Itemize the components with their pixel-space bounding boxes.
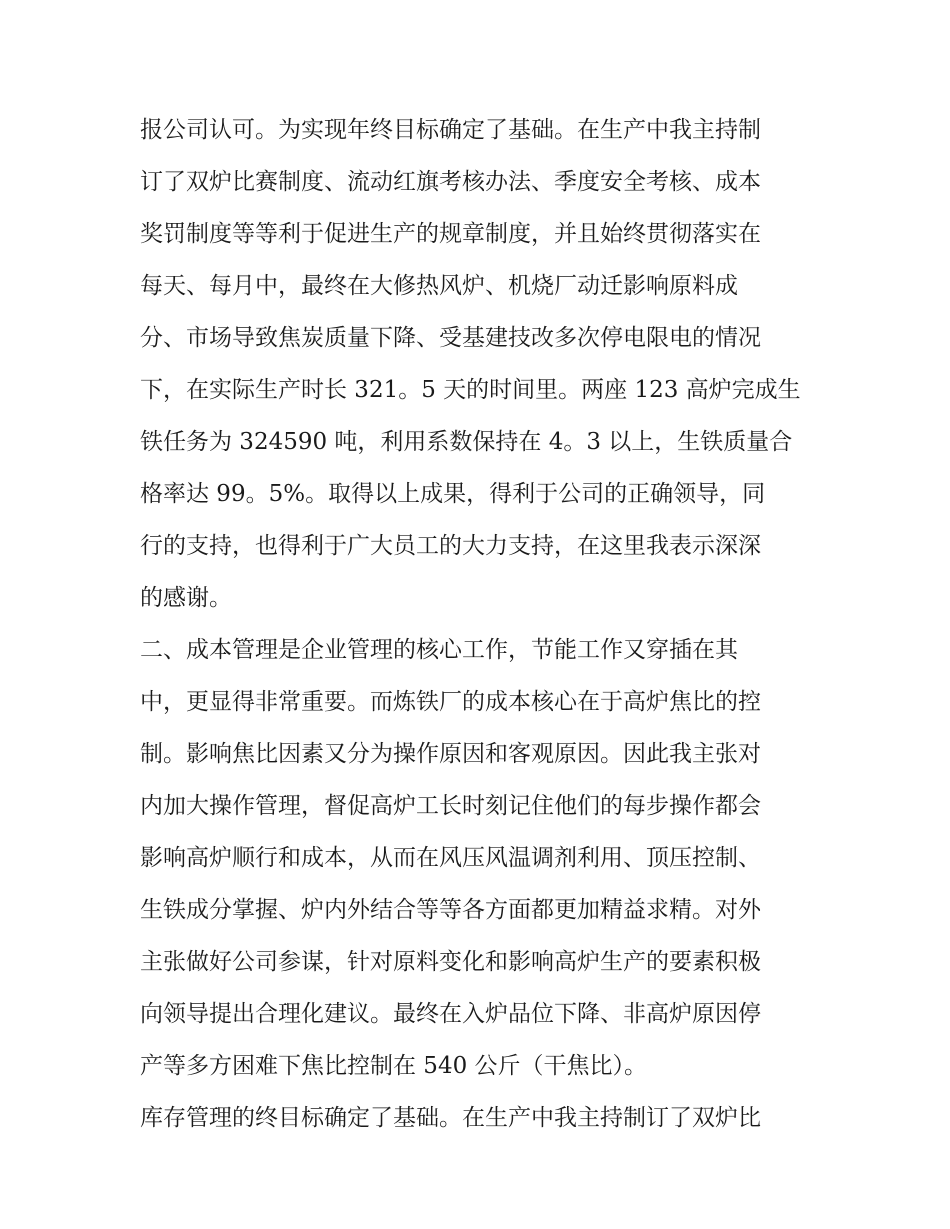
text-line: 分、市场导致焦炭质量下降、受基建技改多次停电限电的情况 bbox=[140, 325, 761, 351]
text-line: 每天、每月中，最终在大修热风炉、机烧厂动迁影响原料成 bbox=[140, 273, 738, 299]
text-line: 内加大操作管理，督促高炉工长时刻记住他们的每步操作都会 bbox=[140, 793, 761, 819]
text-line: 行的支持，也得利于广大员工的大力支持，在这里我表示深深 bbox=[140, 533, 761, 559]
text-line: 库存管理的终目标确定了基础。在生产中我主持制订了双炉比 bbox=[140, 1105, 761, 1131]
text-line: 主张做好公司参谋，针对原料变化和影响高炉生产的要素积极 bbox=[140, 949, 761, 975]
text-line: 二、成本管理是企业管理的核心工作，节能工作又穿插在其 bbox=[140, 637, 738, 663]
text-line: 报公司认可。为实现年终目标确定了基础。在生产中我主持制 bbox=[140, 117, 761, 143]
body-text bbox=[140, 104, 820, 1144]
text-line: 制。影响焦比因素又分为操作原因和客观原因。因此我主张对 bbox=[140, 741, 761, 767]
text-line: 铁任务为 324590 吨，利用系数保持在 4。3 以上，生铁质量合 bbox=[140, 429, 793, 455]
text-line: 格率达 99。5%。取得以上成果，得利于公司的正确领导，同 bbox=[140, 481, 766, 507]
text-line: 生铁成分掌握、炉内外结合等等各方面都更加精益求精。对外 bbox=[140, 897, 761, 923]
text-line: 奖罚制度等等利于促进生产的规章制度，并且始终贯彻落实在 bbox=[140, 221, 761, 247]
text-line: 订了双炉比赛制度、流动红旗考核办法、季度安全考核、成本 bbox=[140, 169, 761, 195]
text-line: 的感谢。 bbox=[140, 585, 232, 611]
text-line: 中，更显得非常重要。而炼铁厂的成本核心在于高炉焦比的控 bbox=[140, 689, 761, 715]
text-line: 向领导提出合理化建议。最终在入炉品位下降、非高炉原因停 bbox=[140, 1001, 761, 1027]
text-line: 影响高炉顺行和成本，从而在风压风温调剂利用、顶压控制、 bbox=[140, 845, 761, 871]
text-line: 产等多方困难下焦比控制在 540 公斤（干焦比）。 bbox=[140, 1053, 648, 1079]
text-line: 下，在实际生产时长 321。5 天的时间里。两座 123 高炉完成生 bbox=[140, 377, 801, 403]
